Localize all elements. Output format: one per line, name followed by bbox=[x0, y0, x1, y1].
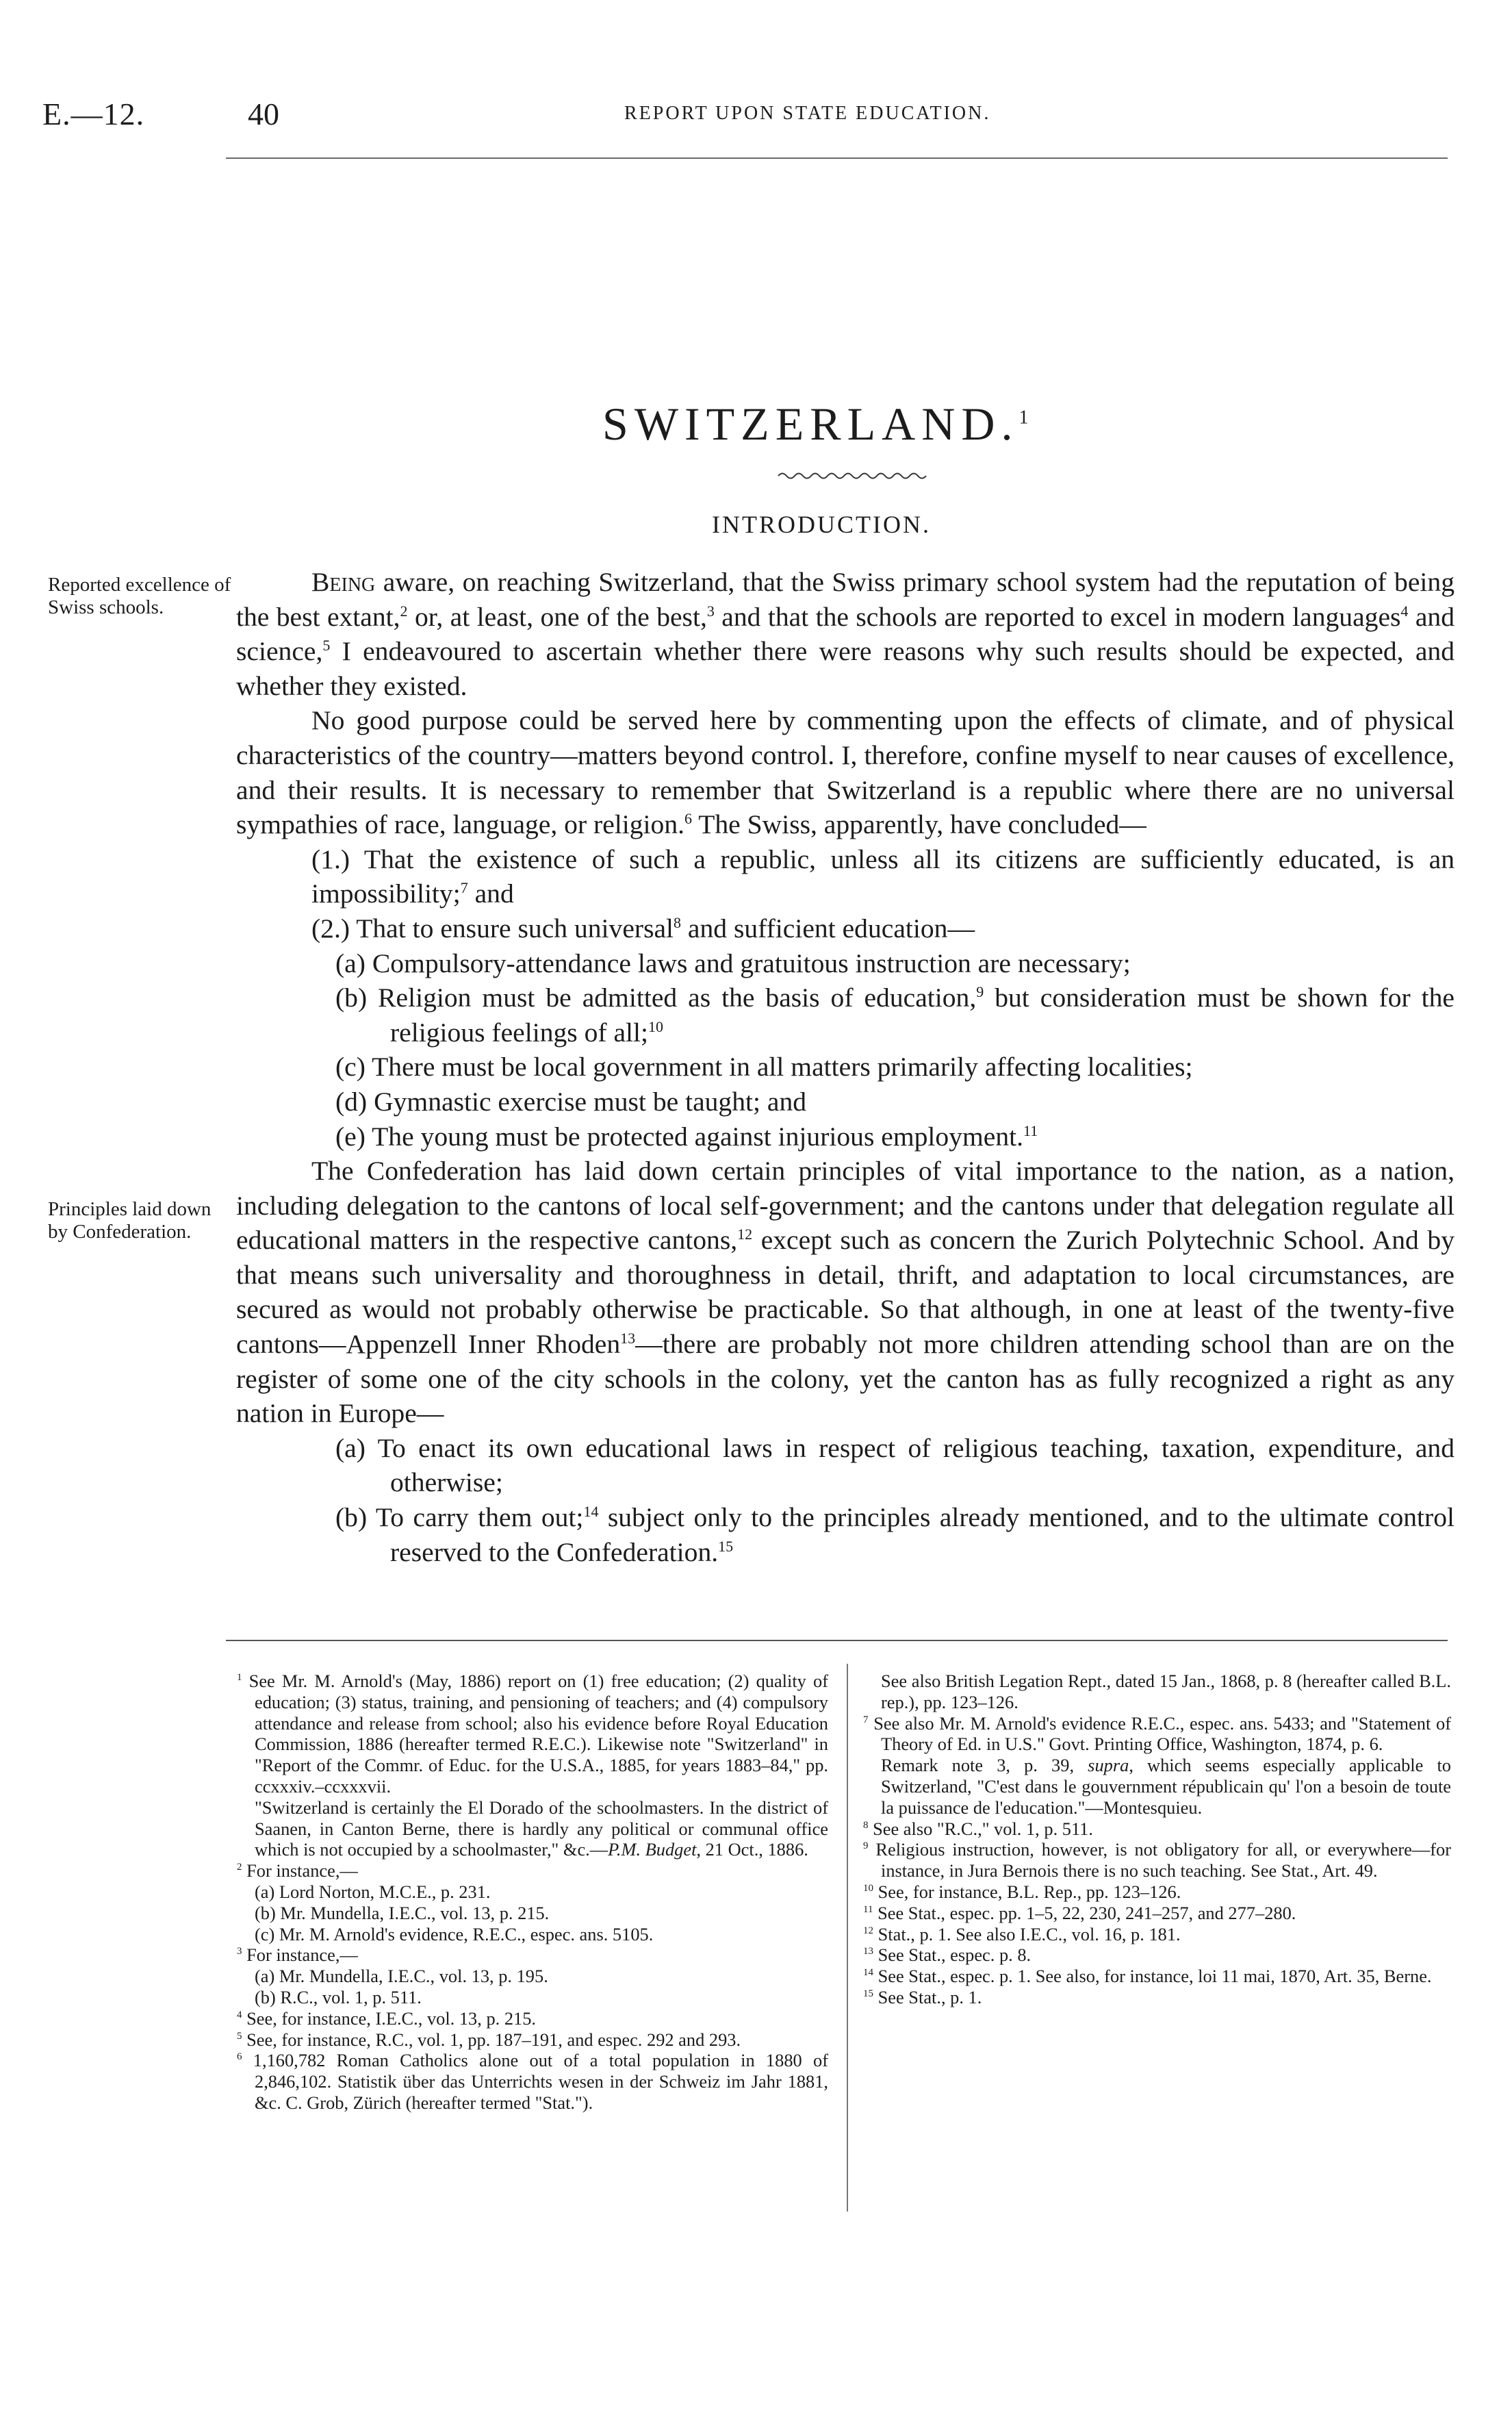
footnote-number: 5 bbox=[237, 2030, 242, 2042]
text-run: —there are probably not more children attending school than are on the register of some one of the city schools in the colony, yet the canton has as fully recognized a right as any nation in Europe— bbox=[236, 1329, 1455, 1429]
text-run: or, at least, one of the best, bbox=[407, 601, 707, 632]
footnote-ref: 14 bbox=[583, 1502, 599, 1520]
text-run: The Swiss, apparently, have concluded— bbox=[692, 809, 1146, 840]
text-run: aware, on reaching Switzerland, that the Swiss primary school system had the reputation of being the best extant, bbox=[236, 567, 1455, 632]
list-label: (b) bbox=[335, 983, 368, 1013]
page-title-text: SWITZERLAND. bbox=[602, 398, 1019, 450]
side-note: Principles laid down by Confederation. bbox=[48, 1198, 212, 1243]
footnote-citation: P.M. Budget bbox=[608, 1839, 697, 1860]
footnote-subitem: (b) Mr. Mundella, I.E.C., vol. 13, p. 215. bbox=[255, 1902, 550, 1923]
footnote bbox=[852, 1987, 1451, 2008]
footnote-text: See Stat., espec. pp. 1–5, 22, 230, 241–257, and 277–280. bbox=[877, 1902, 1296, 1923]
section-heading: INTRODUCTION. bbox=[712, 511, 931, 538]
footnote-text: See Stat., espec. p. 1. See also, for instance, loi 11 mai, 1870, Art. 35, Berne. bbox=[877, 1966, 1432, 1987]
footnote-ref: 10 bbox=[648, 1017, 663, 1035]
footnote-number: 3 bbox=[237, 1946, 242, 1957]
footnote-number: 1 bbox=[237, 1672, 242, 1684]
footnote-number: 4 bbox=[237, 2009, 242, 2020]
footnote bbox=[852, 1713, 1451, 1755]
text-run: Religion must be admitted as the basis of education, bbox=[378, 983, 977, 1013]
footnote-ref: 12 bbox=[737, 1226, 753, 1243]
footnote-subitem: (c) Mr. M. Arnold's evidence, R.E.C., espec. ans. 5105. bbox=[255, 1923, 654, 1944]
footnote bbox=[226, 1944, 828, 1966]
text-run: Gymnastic exercise must be taught; and bbox=[374, 1086, 807, 1117]
text-run: To carry them out; bbox=[375, 1502, 584, 1533]
text-run: Compulsory-attendance laws and gratuitous instruction are necessary; bbox=[372, 948, 1131, 978]
text-run: To enact its own educational laws in respect of religious teaching, taxation, expenditure, and otherwise; bbox=[377, 1432, 1455, 1498]
footnote-number: 7 bbox=[863, 1714, 869, 1725]
footnote-text: See, for instance, B.L. Rep., pp. 123–126. bbox=[877, 1881, 1181, 1902]
footnote-text: See also "R.C.," vol. 1, p. 511. bbox=[873, 1818, 1093, 1839]
footnote-ref: 5 bbox=[322, 637, 331, 654]
footnote-ref: 7 bbox=[460, 879, 468, 897]
text-run: and science, bbox=[236, 601, 1455, 667]
text-run: and that the schools are reported to excel in modern languages bbox=[714, 601, 1401, 632]
footnote-continuation bbox=[226, 1797, 828, 1860]
text-run: subject only to the principles already mentioned, and to the ultimate control reserved to the Confederation. bbox=[390, 1502, 1455, 1567]
footnote-column-divider bbox=[847, 1664, 848, 2211]
footnote-number: 14 bbox=[863, 1967, 873, 1979]
footnote-text: See also Mr. M. Arnold's evidence R.E.C., espec. ans. 5433; and "Statement of Theory of Ed. in U.S." Govt. Printing Office, Washington, 1874, p. 6. bbox=[873, 1712, 1451, 1755]
text-run: The young must be protected against injurious employment. bbox=[372, 1121, 1024, 1152]
footnote-ref: 15 bbox=[718, 1537, 734, 1555]
footnotes-right-column bbox=[852, 1671, 1451, 2008]
footnote bbox=[852, 1903, 1451, 1924]
body-text bbox=[236, 565, 1455, 1569]
footnote-number: 15 bbox=[863, 1988, 873, 2000]
list-label: (b) bbox=[335, 1502, 368, 1533]
paragraph bbox=[311, 911, 1455, 946]
running-title: REPORT UPON STATE EDUCATION. bbox=[624, 103, 991, 124]
paragraph bbox=[236, 565, 1455, 703]
footnote bbox=[226, 1860, 828, 1881]
footnote-text: See Stat., p. 1. bbox=[877, 1986, 982, 2007]
footnote bbox=[852, 1839, 1451, 1881]
footnote-text: Religious instruction, however, is not obligatory for all, or everywhere—for instance, in Jura Bernois there is no such teaching. See Stat., Art. 49. bbox=[875, 1839, 1451, 1881]
list-label: (a) bbox=[335, 948, 366, 978]
list-label: (d) bbox=[335, 1086, 368, 1117]
footnote-ref: 8 bbox=[674, 913, 682, 931]
footnote-ref: 13 bbox=[620, 1329, 636, 1347]
footnote-text: 1,160,782 Roman Catholics alone out of a total population in 1880 of 2,846,102. Statistik über das Unterrichts wesen in der Schweiz im Jahr 1881, &c. C. Grob, Zürich (hereafter termed "Stat."). bbox=[253, 2050, 828, 2113]
text-run: except such as concern the Zurich Polytechnic School. And by that means such universality and thoroughness in detail, thrift, and adaptation to local circumstances, are secured as would not probably otherwise be practicable. So that although, in one at least of the twenty-five cantons—Appenzell Inner Rhoden bbox=[236, 1225, 1455, 1360]
footnote-text: See, for instance, R.C., vol. 1, pp. 187–191, and espec. 292 and 293. bbox=[246, 2029, 741, 2050]
list-label: (a) bbox=[335, 1432, 366, 1463]
footnote bbox=[226, 1671, 828, 1797]
text-run: (2.) That to ensure such universal bbox=[311, 913, 674, 943]
list-item bbox=[236, 1431, 1455, 1500]
page-number: 40 bbox=[248, 97, 279, 131]
text-run: and bbox=[467, 878, 514, 909]
footnote-text: Stat., p. 1. See also I.E.C., vol. 16, p. 181. bbox=[877, 1923, 1181, 1944]
footnote bbox=[226, 2029, 828, 2051]
footnote-number: 8 bbox=[863, 1819, 869, 1831]
paragraph bbox=[236, 703, 1455, 841]
footnote bbox=[852, 1881, 1451, 1903]
text-run: I endeavoured to ascertain whether there were reasons why such results should be expected, and whether they existed. bbox=[236, 636, 1455, 701]
footnote-continuation bbox=[852, 1755, 1451, 1818]
footnote-ref: 9 bbox=[976, 983, 984, 1000]
footnote-text: See, for instance, I.E.C., vol. 13, p. 215. bbox=[246, 2007, 537, 2029]
title-ornament bbox=[777, 468, 927, 483]
list-item bbox=[236, 1119, 1455, 1154]
footnote-number: 11 bbox=[863, 1903, 873, 1915]
footnote-text: For instance,— bbox=[246, 1860, 358, 1881]
footnote-number: 6 bbox=[237, 2051, 242, 2063]
footnote-text: See Stat., espec. p. 8. bbox=[877, 1944, 1032, 1966]
footnote bbox=[852, 1966, 1451, 1987]
footnote bbox=[852, 1924, 1451, 1945]
footnote-ref: 3 bbox=[706, 602, 715, 620]
footnote-subitem: (a) Lord Norton, M.C.E., p. 231. bbox=[255, 1881, 491, 1902]
footnote-number: 2 bbox=[237, 1862, 242, 1873]
footnote-subitem: (a) Mr. Mundella, I.E.C., vol. 13, p. 195. bbox=[255, 1966, 548, 1987]
footnote-text: For instance,— bbox=[246, 1944, 358, 1966]
lead-word: Being bbox=[311, 567, 376, 597]
footnote-number: 10 bbox=[863, 1883, 873, 1894]
footnote bbox=[226, 2050, 828, 2113]
footnote-rule bbox=[226, 1640, 1448, 1641]
footnote-ref: 2 bbox=[400, 602, 408, 620]
list-item bbox=[236, 980, 1455, 1050]
footnote-text: Remark note 3, p. 39, bbox=[881, 1755, 1088, 1776]
list-item bbox=[236, 1085, 1455, 1119]
page-code: E.—12. bbox=[42, 97, 145, 131]
text-run: but consideration must be shown for the religious feelings of all; bbox=[390, 983, 1455, 1048]
footnote-number: 13 bbox=[863, 1946, 873, 1957]
text-run: There must be local government in all matters primarily affecting localities; bbox=[372, 1052, 1193, 1082]
running-head bbox=[42, 96, 1466, 144]
footnote-text: "Switzerland is certainly the El Dorado of the schoolmasters. In the district of Saanen, in Canton Berne, there is hardly any political or communal office which is not occupied by a schoolmaster," &c.— bbox=[255, 1797, 828, 1860]
footnote bbox=[852, 1944, 1451, 1966]
footnote-number: 12 bbox=[863, 1925, 873, 1936]
footnotes-left-column bbox=[226, 1671, 828, 2114]
footnote bbox=[852, 1818, 1451, 1840]
side-note: Reported excellence of Swiss schools. bbox=[48, 574, 231, 618]
footnote-ref: 11 bbox=[1023, 1121, 1038, 1139]
header-rule bbox=[226, 157, 1448, 159]
footnote-emphasis: supra bbox=[1088, 1755, 1129, 1776]
footnote-subitem: (b) R.C., vol. 1, p. 511. bbox=[255, 1986, 422, 2007]
list-item bbox=[236, 946, 1455, 981]
footnote-continuation: See also British Legation Rept., dated 15 Jan., 1868, p. 8 (hereafter called B.L. rep.), pp. 123–126. bbox=[881, 1671, 1451, 1712]
list-label: (e) bbox=[335, 1121, 366, 1152]
footnote-text: , which seems especially applicable to Switzerland, "C'est dans le gouvernment républicain qu' l'on a besoin de toute la puissance de l'education."—Montesquieu. bbox=[881, 1755, 1451, 1818]
footnote-text: See Mr. M. Arnold's (May, 1886) report on (1) free education; (2) quality of education; (3) status, training, and pensioning of teachers; and (4) compulsory attendance and release from school; also his evidence before Royal Education Commission, 1886 (hereafter termed R.E.C.). Likewise note "Switzerland" in "Report of the Commr. of Educ. for the U.S.A., 1885, for years 1883–84," pp. ccxxxiv.–ccxxxvii. bbox=[248, 1671, 828, 1797]
list-item bbox=[236, 1500, 1455, 1569]
footnote-ref: 4 bbox=[1400, 602, 1409, 620]
footnote-text: , 21 Oct., 1886. bbox=[696, 1839, 808, 1860]
footnote bbox=[226, 2008, 828, 2029]
list-item bbox=[236, 1050, 1455, 1085]
paragraph bbox=[311, 842, 1455, 911]
page-title bbox=[602, 397, 1028, 451]
text-run: (1.) That the existence of such a republic, unless all its citizens are sufficiently educated, is an impossibility; bbox=[311, 844, 1455, 909]
text-run: and sufficient education— bbox=[681, 913, 975, 943]
text-run: No good purpose could be served here by commenting upon the effects of climate, and of physical characteristics of the country—matters beyond control. I, therefore, confine myself to near causes of excellence, and their results. It is necessary to remember that Switzerland is a republic where there are no universal sympathies of race, language, or religion. bbox=[236, 705, 1455, 840]
footnote-ref: 6 bbox=[684, 809, 693, 827]
footnote-ref: 1 bbox=[1018, 407, 1029, 429]
footnote-number: 9 bbox=[863, 1840, 869, 1852]
list-label: (c) bbox=[335, 1052, 366, 1082]
paragraph bbox=[236, 1154, 1455, 1431]
text-run: The Confederation has laid down certain principles of vital importance to the nation, as a nation, including delegation to the cantons of local self-government; and the cantons under that delegation regulate all educational matters in the respective cantons, bbox=[236, 1156, 1455, 1256]
